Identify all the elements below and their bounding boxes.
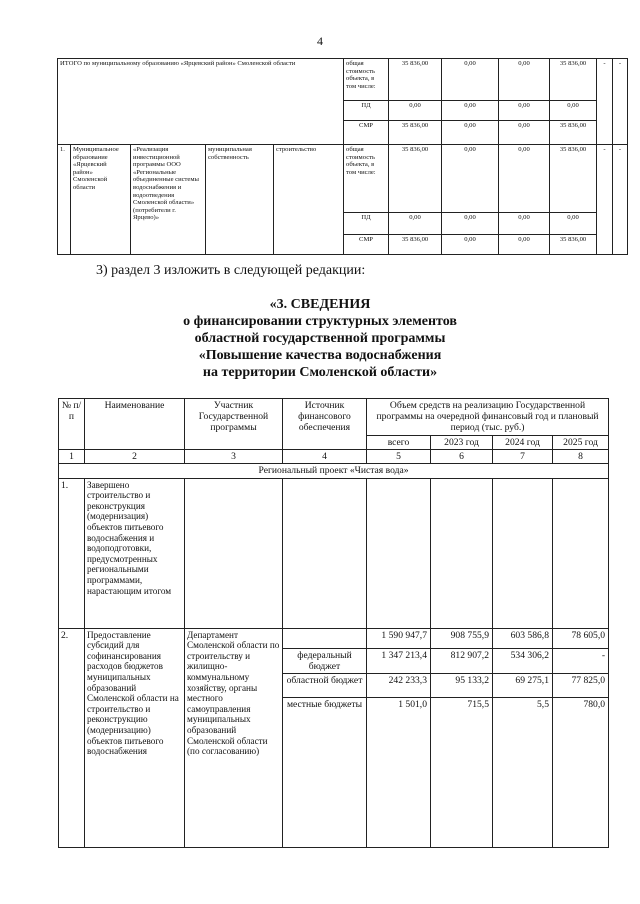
value-cell: 1 501,0 bbox=[367, 698, 431, 848]
cell: 0,00 bbox=[442, 145, 499, 213]
section-title-line: о финансировании структурных элементов bbox=[183, 314, 457, 329]
dash-cell: - bbox=[597, 145, 613, 255]
cell: 35 836,00 bbox=[389, 235, 442, 255]
col-number: 5 bbox=[367, 450, 431, 464]
section-title-line: на территории Смоленской области» bbox=[202, 365, 438, 380]
header-total: всего bbox=[367, 436, 431, 450]
dash-cell: - bbox=[613, 59, 628, 145]
value-cell: 534 306,2 bbox=[493, 648, 553, 673]
item-work-type: строительство bbox=[274, 145, 344, 255]
value-cell: 715,5 bbox=[431, 698, 493, 848]
cell: 0,00 bbox=[550, 213, 597, 235]
item-number: 1. bbox=[58, 145, 71, 255]
project-title: Региональный проект «Чистая вода» bbox=[59, 464, 609, 478]
value-cell: 812 907,2 bbox=[431, 648, 493, 673]
value-cell: - bbox=[553, 648, 609, 673]
col-number: 8 bbox=[553, 450, 609, 464]
cell: 0,00 bbox=[389, 213, 442, 235]
section-title-line: «3. СВЕДЕНИЯ bbox=[269, 297, 371, 312]
item-municipality: Муниципальное образование «Ярцевский район» Смоленской области bbox=[71, 145, 131, 255]
value-cell: 1 347 213,4 bbox=[367, 648, 431, 673]
source-label: федеральный бюджет bbox=[283, 648, 367, 673]
header-2023: 2023 год bbox=[431, 436, 493, 450]
empty-cell bbox=[431, 478, 493, 628]
cell: 0,00 bbox=[442, 59, 499, 101]
value-cell: 5,5 bbox=[493, 698, 553, 848]
col-number: 7 bbox=[493, 450, 553, 464]
cell: 0,00 bbox=[442, 213, 499, 235]
source-label bbox=[283, 628, 367, 648]
cell: 0,00 bbox=[389, 101, 442, 121]
row-name: Предоставление субсидий для софинансирования расходов бюджетов муниципальных образований Смоленской области на строительство и реконструкцию (модернизацию) объектов питьевого водоснабжения bbox=[85, 628, 185, 847]
value-cell: 242 233,3 bbox=[367, 674, 431, 698]
total-label: ИТОГО по муниципальному образованию «Ярцевский район» Смоленской области bbox=[58, 59, 344, 145]
header-2025: 2025 год bbox=[553, 436, 609, 450]
cell: 35 836,00 bbox=[389, 121, 442, 145]
row-name: Завершено строительство и реконструкция (модернизация) объектов питьевого водоснабжения и водоподготовки, предусмотренных региональными программами, нарастающим итогом bbox=[85, 478, 185, 628]
empty-cell bbox=[493, 478, 553, 628]
cell: 35 836,00 bbox=[550, 145, 597, 213]
cell: 0,00 bbox=[499, 235, 550, 255]
financing-table bbox=[58, 398, 609, 848]
cell: 35 836,00 bbox=[389, 145, 442, 213]
empty-cell bbox=[185, 478, 283, 628]
empty-cell bbox=[283, 478, 367, 628]
col-number: 4 bbox=[283, 450, 367, 464]
section-title-line: «Повышение качества водоснабжения bbox=[198, 348, 442, 363]
source-label: местные бюджеты bbox=[283, 698, 367, 848]
cell: 35 836,00 bbox=[550, 121, 597, 145]
cost-label: общая стоимость объекта, в том числе: bbox=[344, 145, 389, 213]
header-name: Наименование bbox=[85, 399, 185, 450]
cell: 0,00 bbox=[499, 213, 550, 235]
value-cell: 1 590 947,7 bbox=[367, 628, 431, 648]
section-title-line: областной государственной программы bbox=[194, 331, 446, 346]
cell: 0,00 bbox=[499, 101, 550, 121]
empty-cell bbox=[553, 478, 609, 628]
smr-label: СМР bbox=[344, 121, 389, 145]
cell: 0,00 bbox=[499, 59, 550, 101]
row-number: 2. bbox=[59, 628, 85, 847]
value-cell: 77 825,0 bbox=[553, 674, 609, 698]
col-number: 2 bbox=[85, 450, 185, 464]
col-number: 6 bbox=[431, 450, 493, 464]
value-cell: 95 133,2 bbox=[431, 674, 493, 698]
header-volume: Объем средств на реализацию Государственной программы на очередной финансовый год и плановый период (тыс. руб.) bbox=[367, 399, 609, 436]
cell: 35 836,00 bbox=[389, 59, 442, 101]
cell: 0,00 bbox=[442, 121, 499, 145]
row-participant: Департамент Смоленской области по строительству и жилищно-коммунальному хозяйству, органы местного самоуправления муниципальных образований Смоленской области (по согласованию) bbox=[185, 628, 283, 847]
page-number: 4 bbox=[317, 34, 323, 48]
item-program: «Реализация инвестиционной программы ООО «Региональные объединенные системы водоснабжения и водоотведения Смоленской области» (потребители г. Ярцево)» bbox=[131, 145, 206, 255]
dash-cell: - bbox=[613, 145, 628, 255]
cell: 0,00 bbox=[442, 101, 499, 121]
header-participant: Участник Государственной программы bbox=[185, 399, 283, 450]
value-cell: 69 275,1 bbox=[493, 674, 553, 698]
cell: 0,00 bbox=[442, 235, 499, 255]
cell: 0,00 bbox=[550, 101, 597, 121]
col-number: 3 bbox=[185, 450, 283, 464]
item-ownership: муниципальная собственность bbox=[206, 145, 274, 255]
smr-label: СМР bbox=[344, 235, 389, 255]
value-cell: 780,0 bbox=[553, 698, 609, 848]
value-cell: 908 755,9 bbox=[431, 628, 493, 648]
cost-label: общая стоимость объекта, в том числе: bbox=[344, 59, 389, 101]
source-label: областной бюджет bbox=[283, 674, 367, 698]
cell: 0,00 bbox=[499, 145, 550, 213]
header-source: Источник финансового обеспечения bbox=[283, 399, 367, 450]
col-number: 1 bbox=[59, 450, 85, 464]
capital-objects-table bbox=[57, 58, 628, 255]
value-cell: 78 605,0 bbox=[553, 628, 609, 648]
value-cell: 603 586,8 bbox=[493, 628, 553, 648]
dash-cell: - bbox=[597, 59, 613, 145]
header-2024: 2024 год bbox=[493, 436, 553, 450]
pd-label: ПД bbox=[344, 213, 389, 235]
cell: 35 836,00 bbox=[550, 59, 597, 101]
cell: 35 836,00 bbox=[550, 235, 597, 255]
empty-cell bbox=[367, 478, 431, 628]
pd-label: ПД bbox=[344, 101, 389, 121]
header-num: № п/п bbox=[59, 399, 85, 450]
intro-text: 3) раздел 3 изложить в следующей редакции: bbox=[96, 263, 366, 278]
cell: 0,00 bbox=[499, 121, 550, 145]
row-number: 1. bbox=[59, 478, 85, 628]
